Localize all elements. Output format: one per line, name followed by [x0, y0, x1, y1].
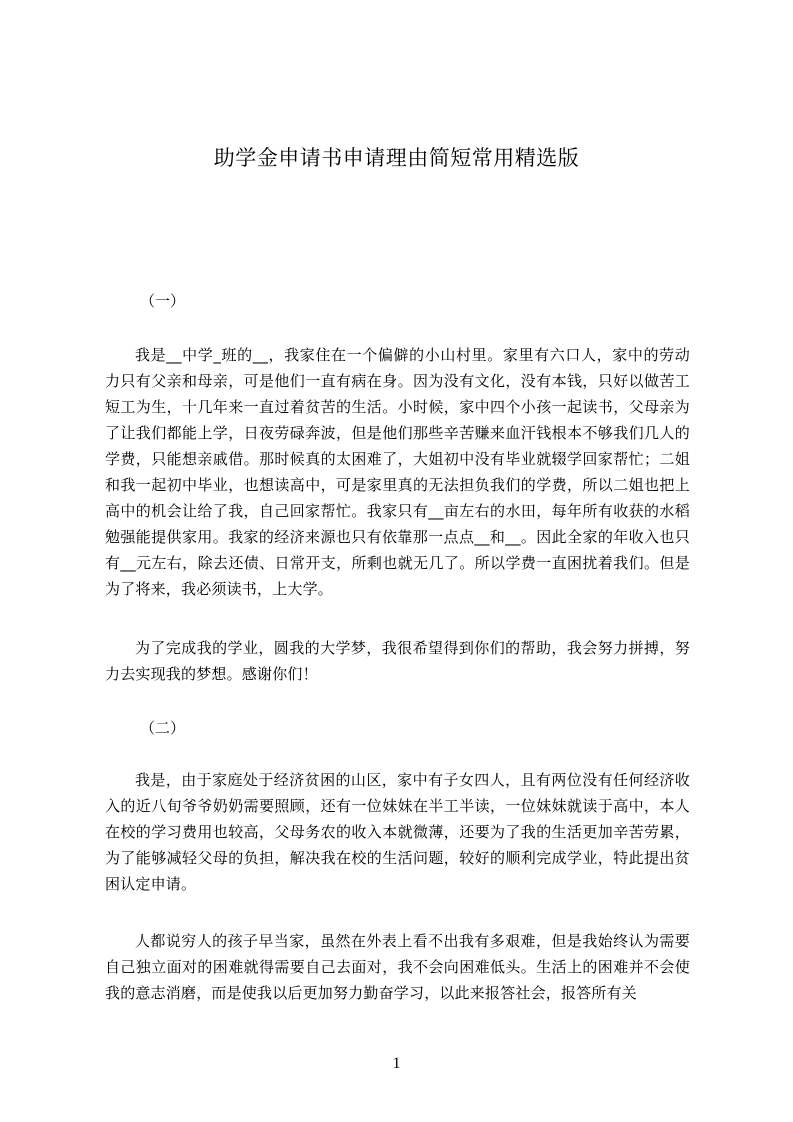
- section-2-paragraph-1: [105, 767, 690, 897]
- page-number: 1: [392, 1055, 401, 1072]
- paragraph: 我是，由于家庭处于经济贫困的山区，家中有子女四人，且有两位没有任何经济收入的近八旬爷爷奶奶需要照顾，还有一位妹妹在半工半读，一位妹妹就读于高中，本人在校的学习费用也较高，父母务农的收入本就微薄，还要为了我的生活更加辛苦劳累，为了能够减轻父母的负担，解决我在校的生活问题，较好的顺利完成学业，特此提出贫困认定申请。: [105, 771, 690, 893]
- section-2-paragraph-2: [105, 928, 690, 1006]
- paragraph: 人都说穷人的孩子早当家，虽然在外表上看不出我有多艰难，但是我始终认为需要自己独立面对的困难就得需要自己去面对，我不会向困难低头。生活上的困难并不会使我的意志消磨，而是使我以后更加努力勤奋学习，以此来报答社会，报答所有关: [105, 932, 690, 1002]
- section-1-paragraph-2: [105, 635, 690, 687]
- section-1-paragraph-1: [105, 342, 690, 602]
- paragraph: 为了完成我的学业，圆我的大学梦，我很希望得到你们的帮助，我会努力拼搏，努力去实现我的梦想。感谢你们！: [105, 639, 690, 683]
- section-label-2: （二）: [140, 719, 186, 737]
- page-title: 助学金申请书申请理由简短常用精选版: [213, 146, 580, 170]
- paragraph: 我是__中学_班的__，我家住在一个偏僻的小山村里。家里有六口人，家中的劳动力只有父亲和母亲，可是他们一直有病在身。因为没有文化，没有本钱，只好以做苦工短工为生，十几年来一直过着贫苦的生活。小时候，家中四个小孩一起读书，父母亲为了让我们都能上学，日夜劳碌奔波，但是他们那些辛苦赚来血汗钱根本不够我们几人的学费，只能想亲戚借。那时候真的太困难了，大姐初中没有毕业就辍学回家帮忙；二姐和我一起初中毕业，也想读高中，可是家里真的无法担负我们的学费，所以二姐也把上高中的机会让给了我，自己回家帮忙。我家只有__亩左右的水田，每年所有收获的水稻勉强能提供家用。我家的经济来源也只有依靠那一点点__和__。因此全家的年收入也只有__元左右，除去还债、日常开支，所剩也就无几了。所以学费一直困扰着我们。但是为了将来，我必须读书，上大学。: [105, 346, 690, 598]
- section-label-1: （一）: [140, 292, 186, 310]
